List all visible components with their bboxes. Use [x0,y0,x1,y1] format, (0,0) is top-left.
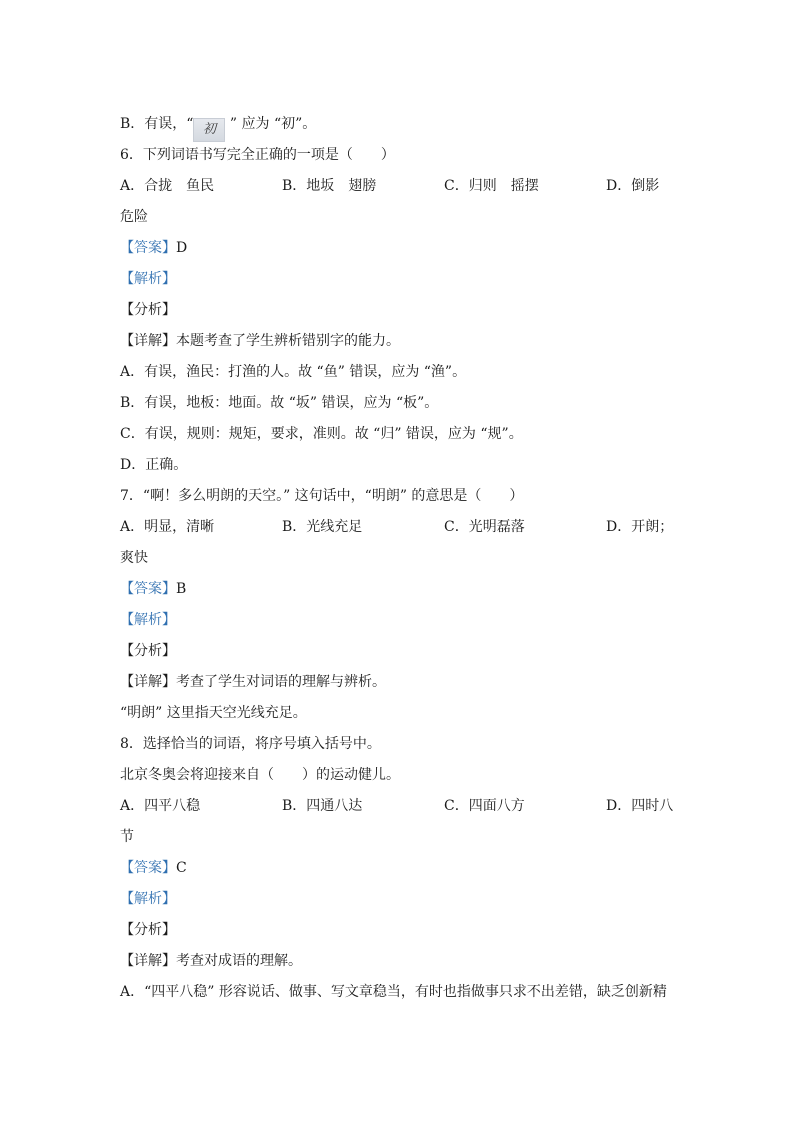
option-a: A．合拢 鱼民 [120,178,215,194]
question-8-stem: 北京冬奥会将迎接来自（ ）的运动健儿。 [120,767,400,783]
option-c: C．四面八方 [444,798,525,814]
option-d: D．开朗； [606,519,674,535]
note-suffix: ” 应为 “初”。 [225,116,317,132]
option-c: C．归则 摇摆 [444,178,539,194]
analysis-tag: 【解析】 [120,612,176,628]
option-b: B．地坂 翅膀 [282,178,377,194]
answer-line [120,858,187,878]
option-d-continued: 危险 [120,209,148,225]
answer-tag: 【答案】 [120,860,176,876]
option-d-continued: 节 [120,829,134,845]
option-b: B．光线充足 [282,519,363,535]
option-c: C．光明磊落 [444,519,525,535]
detail-explanation: 【详解】本题考查了学生辨析错别字的能力。 [120,333,400,349]
question-8: 8．选择恰当的词语，将序号填入括号中。 [120,736,381,752]
answer-line [120,579,186,599]
breakdown-tag: 【分析】 [120,643,176,659]
option-d-continued: 爽快 [120,550,148,566]
analysis-tag: 【解析】 [120,891,176,907]
breakdown-tag: 【分析】 [120,922,176,938]
option-a: A．明显，清晰 [120,519,215,535]
explanation-a: A．有误，渔民：打渔的人。故 “鱼” 错误，应为 “渔”。 [120,364,467,380]
explanation-text: “明朗” 这里指天空光线充足。 [120,705,307,721]
explanation-a: A．“四平八稳” 形容说话、做事、写文章稳当，有时也指做事只求不出差错，缺乏创新精 [120,984,667,1000]
detail-explanation: 【详解】考查对成语的理解。 [120,953,302,969]
explanation-d: D．正确。 [120,457,188,473]
explanation-b: B．有误，地板：地面。故 “坂” 错误，应为 “板”。 [120,395,439,411]
analysis-tag: 【解析】 [120,271,176,287]
answer-tag: 【答案】 [120,240,176,256]
note-prefix: B．有误，“ [120,116,194,132]
answer-value: D [176,240,188,256]
question-6: 6．下列词语书写完全正确的一项是（ ） [120,147,395,163]
answer-line [120,238,187,258]
character-image: 初 [193,118,225,142]
breakdown-tag: 【分析】 [120,302,176,318]
option-d: D．倒影 [606,178,660,194]
question-7: 7．“啊！多么明朗的天空。” 这句话中，“明朗” 的意思是（ ） [120,488,524,504]
answer-value: C [176,860,187,876]
option-d: D．四时八 [606,798,674,814]
option-a: A．四平八稳 [120,798,201,814]
answer-tag: 【答案】 [120,581,176,597]
explanation-c: C．有误，规则：规矩，要求，准则。故 “归” 错误，应为 “规”。 [120,426,523,442]
option-b: B．四通八达 [282,798,363,814]
option-b-error-note [120,114,316,142]
detail-explanation: 【详解】考查了学生对词语的理解与辨析。 [120,674,386,690]
answer-value: B [176,581,187,597]
